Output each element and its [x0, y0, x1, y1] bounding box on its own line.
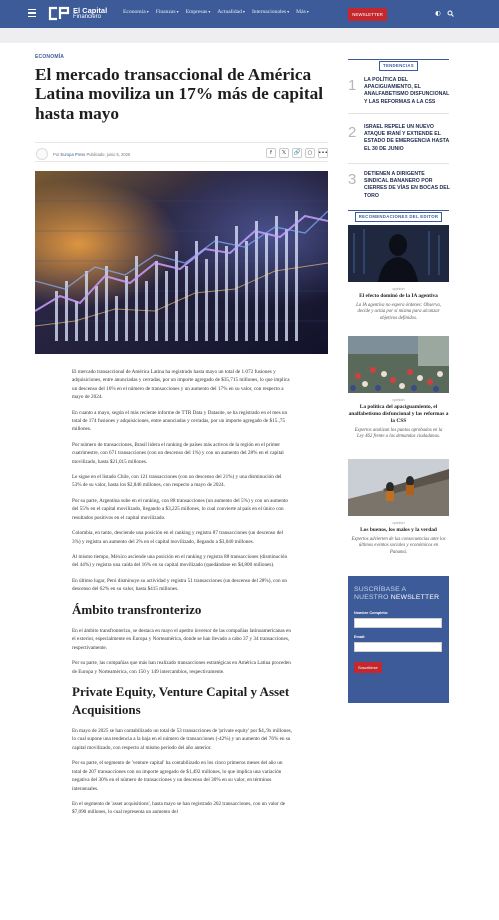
editor-header [348, 205, 449, 219]
paragraph: Por su parte, las compañías que más han realizado transacciones estratégicas en América Latina proceden de Europa y Norteamérica, con 150 y 149 intercambios, respectivamente. [72, 660, 291, 675]
menu-icon[interactable] [28, 9, 36, 17]
recommendation-image[interactable] [348, 225, 449, 282]
nav-item-actualidad[interactable]: Actualidad ▾ [217, 9, 245, 15]
trending-number: 2 [348, 124, 357, 141]
ad-band [0, 28, 499, 43]
article-category[interactable]: ECONOMÍA [35, 54, 65, 60]
avatar [36, 148, 48, 160]
subscribe-button[interactable]: Suscribirse [354, 662, 382, 673]
recommendation-desc: Expertos analizan los puntos aprobados en la Ley 462 frente a las demandas ciudadanas. [354, 428, 443, 440]
paragraph: Colombia, en tanto, desciende una posición en el ranking y registra 87 transacciones (un descenso del 3%) y registra un aumento del 2% en el capital movilizado, llegando a $3,040 millones. [72, 530, 284, 545]
hero-image [35, 171, 328, 354]
share-bar [266, 148, 328, 158]
comment-icon[interactable]: ○ [305, 148, 315, 158]
paragraph: Por su parte, Argentina sube en el ranking, con 88 transacciones (un aumento del 5%) y con un aumento del 55% en el capital movilizado, llegando a $3,225 millones, lo cual convierte al país en el único con resultados positivos en el capital movilizado. [72, 497, 288, 521]
newsletter-heading-emph: NEWSLETTER [390, 594, 440, 601]
byline [53, 152, 130, 157]
newsletter-heading [354, 586, 443, 602]
article-title: El mercado transaccional de América Latina moviliza un 17% más de capital hasta mayo [35, 65, 324, 123]
paragraph: El mercado transaccional de América Latina ha registrado hasta mayo un total de 1.072 fusiones y adquisiciones, entre anunciadas y cerradas, por un importe agregado de $35,715 millones, lo que implica un descenso del 16% en el número de transacciones y un aumento del 17% en su valor, con respecto a mayo de 2024. [72, 369, 290, 401]
trending-title[interactable]: ISRAEL REPELE UN NUEVO ATAQUE IRANÍ Y EXTIENDE EL ESTADO DE EMERGENCIA HASTA EL 30 DE JUNIO [364, 124, 450, 152]
trending-header [348, 54, 449, 68]
name-label: Nombre Completo: [354, 611, 389, 615]
recommendation-image[interactable] [348, 459, 449, 516]
recommendation-title[interactable]: La política del apaciguamiento, el analfabetismo disfuncional y las reformas a la CSS [348, 404, 449, 424]
sidebar [348, 54, 450, 555]
recommendation-section[interactable]: opinión [392, 287, 405, 291]
logo-mark-icon [47, 5, 71, 22]
recommendation-title[interactable]: El efecto dominó de la IA agentiva [359, 293, 438, 299]
email-field[interactable] [354, 642, 442, 652]
article-body [72, 368, 292, 824]
paragraph: En mayo de 2025 se han contabilizado un total de 53 transacciones de 'private equity' por $4,.9x millones, lo cual supone una tendencia a la baja en el número de transacciones (-42%) y un aumento del 76% en su capital movilizado, con respecto al mismo periodo del año anterior. [72, 728, 292, 751]
author-link[interactable]: Europa Press [60, 152, 86, 157]
top-navbar [0, 0, 499, 28]
newsletter-heading-line1: SUSCRÍBASE A [354, 586, 407, 593]
search-icon[interactable] [447, 10, 454, 19]
newsletter-button[interactable]: NEWSLETTER [348, 8, 387, 21]
divider [348, 113, 449, 114]
trending-title[interactable]: LA POLÍTICA DEL APACIGUAMIENTO, EL ANALFABETISMO DISFUNCIONAL Y LAS REFORMAS A LA CSS [364, 77, 450, 105]
recommendation-desc: Expertos advierten de las consecuencias ante los últimos eventos sociales y económicos en Panamá. [351, 537, 446, 555]
newsletter-box [348, 576, 449, 703]
recommendation-card[interactable] [348, 336, 449, 441]
link-icon[interactable]: 🔗 [293, 150, 301, 156]
site-logo[interactable] [47, 5, 107, 22]
paragraph: Por su parte, el segmento de 'venture capital' ha contabilizado en los cinco primeros meses del año un total de 207 transacciones con un importe agregado de $1,492 millones, lo que implica una variación negativa del 30% en el número de transacciones y un descenso del 30% en su valor, en términos interanuales. [72, 760, 283, 792]
nav-item-empresas[interactable]: Empresas ▾ [186, 9, 211, 15]
paragraph: En el ámbito transfronterizo, se destaca en mayo el apetito inversor de las compañías latinoamericanas en el exterior, especialmente en Europa y Norteamérica, donde se han llevado a cabo 37 y 34 transacciones, respectivamente. [72, 628, 291, 651]
article [35, 54, 328, 816]
nav-item-finanzas[interactable]: Finanzas ▾ [156, 9, 179, 15]
nav-item-economia[interactable]: Economía ▾ [123, 9, 149, 15]
recommendation-section[interactable]: opinión [392, 398, 405, 402]
paragraph: En el segmento de 'asset acquisitions', hasta mayo se han registrado 202 transacciones, con un valor de $7,090 millones, lo cual representa un aumento del [72, 800, 286, 816]
editor-label: RECOMENDACIONES DEL EDITOR [355, 212, 443, 222]
dark-mode-icon[interactable]: ◐ [435, 9, 441, 17]
publish-date: Publicado: junio 5, 2025 [86, 152, 131, 157]
trending-number: 3 [348, 171, 357, 188]
section-heading: Private Equity, Venture Capital y Asset Acquisitions [72, 684, 290, 717]
paragraph: Por número de transacciones, Brasil lidera el ranking de países más activos de la región en el primer cuatrimestre, con 671 transacciones (con un descenso del 1%) y con un aumento del 28% en el capital movilizado, hasta $21,015 millones. [72, 441, 284, 465]
recommendation-card[interactable] [348, 225, 449, 322]
recommendation-section[interactable]: opinión [392, 521, 405, 525]
logo-line1: El Capital [73, 5, 108, 15]
email-label: Email: [354, 635, 366, 639]
newsletter-heading-line2: NUESTRO [354, 594, 389, 601]
paragraph: Le sigue en el listado Chile, con 121 transacciones (con un descenso del 21%) y una disminución del 53% de su valor, hasta los $2,846 millones, con respecto a mayo de 2024. [72, 474, 282, 489]
byline-prefix: Por [53, 152, 60, 157]
nav-item-mas[interactable]: Más ▾ [296, 9, 309, 15]
trending-title[interactable]: DETIENEN A DIRIGENTE SINDICAL BANANERO POR CIERRES DE VÍAS EN BOCAS DEL TORO [364, 171, 450, 199]
recommendation-card[interactable] [348, 459, 449, 556]
article-meta [35, 142, 328, 162]
paragraph: Al mismo tiempo, México asciende una posición en el ranking y registra 88 transacciones (disminución del 44%) y registra una caída del 16% en su capital movilizado (quedándose en $4,800 millones). [72, 553, 288, 569]
main-nav [123, 9, 309, 15]
divider [348, 163, 449, 164]
name-field[interactable] [354, 618, 442, 628]
nav-item-internacionales[interactable]: Internacionales ▾ [252, 9, 289, 15]
paragraph: En último lugar, Perú disminuye su actividad y registra 51 transacciones (un descenso del 28%), con un descenso del 62% en su valor, hasta $415 millones. [72, 577, 288, 593]
x-icon[interactable]: 𝕏 [279, 148, 289, 158]
facebook-icon[interactable]: f [266, 148, 276, 158]
paragraph: En cuanto a mayo, según el más reciente informe de TTR Data y Datasite, se ha registrado en el mes un total de 174 fusiones y adquisiciones, entre anunciadas y cerradas, por un importe agregado de $15.,75 millones. [72, 409, 288, 433]
more-icon[interactable]: ••• [318, 150, 328, 156]
recommendation-title[interactable]: Los buenos, los malos y la verdad [360, 527, 437, 533]
trending-label: TENDENCIAS [379, 61, 418, 71]
logo-line2: Financiero [73, 13, 102, 20]
recommendation-desc: La IA agentiva no espera órdenes: Observa, decide y actúa por sí misma para alcanzar objetivos definidos. [356, 303, 441, 321]
section-heading: Ámbito transfronterizo [72, 601, 202, 617]
recommendation-image[interactable] [348, 336, 449, 393]
trending-number: 1 [348, 77, 357, 94]
